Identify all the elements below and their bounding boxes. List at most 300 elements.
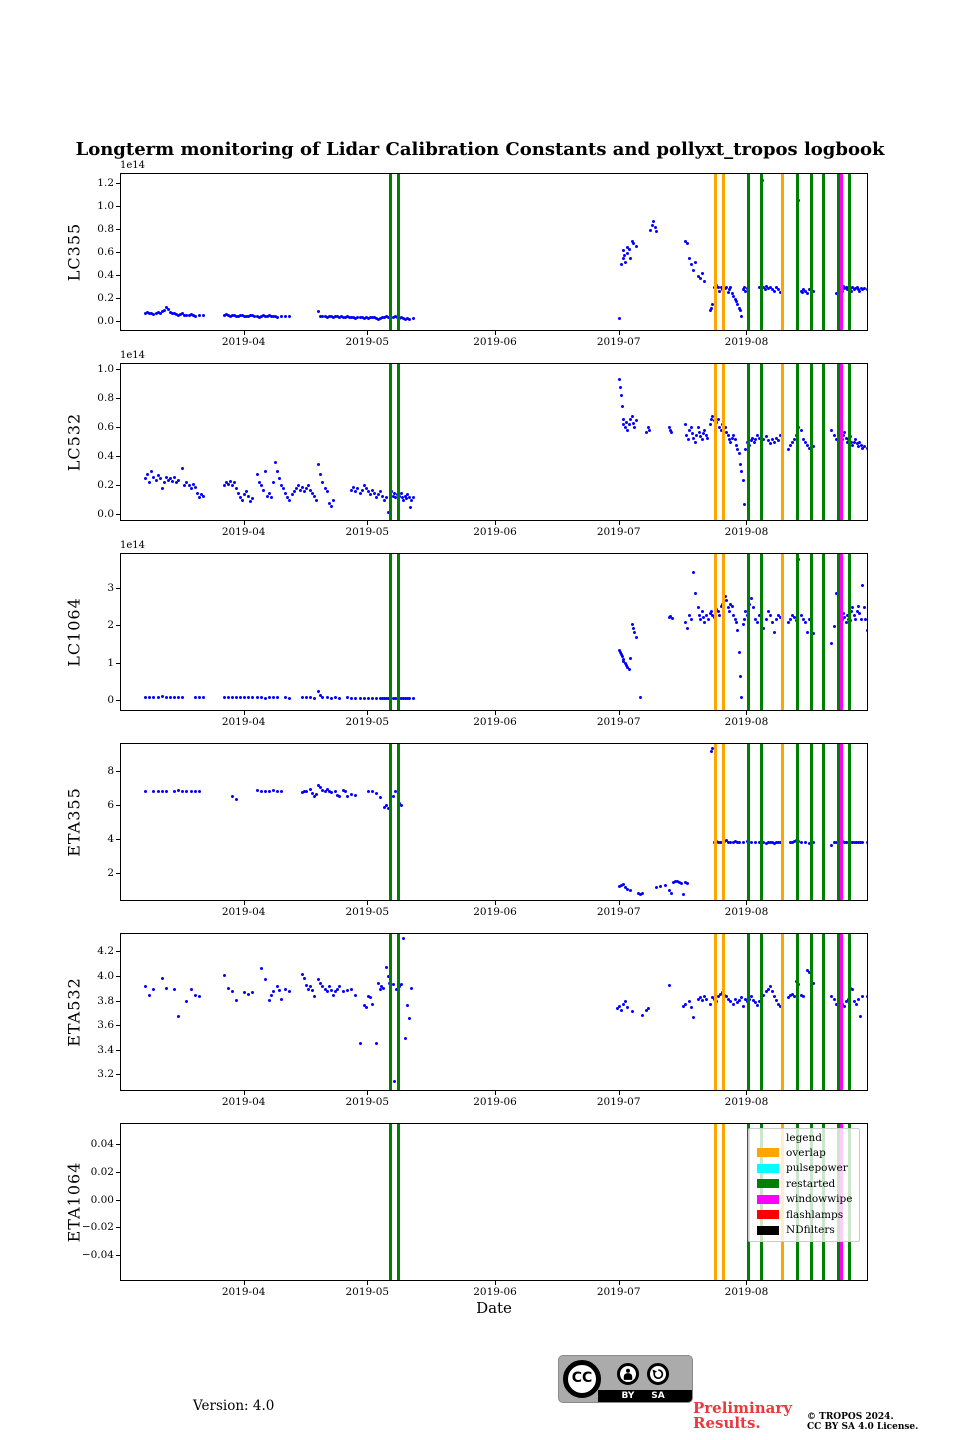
data-point	[699, 277, 702, 280]
y-tick-label: 1.2	[97, 177, 114, 190]
event-line-restarted	[822, 174, 825, 330]
data-point	[198, 314, 201, 317]
data-point	[632, 627, 635, 630]
data-point	[231, 795, 234, 798]
y-tick-mark	[116, 1050, 120, 1051]
badge-sa-label: SA	[651, 1391, 665, 1401]
data-point	[260, 484, 263, 487]
y-tick-mark	[116, 839, 120, 840]
data-point	[855, 1003, 858, 1006]
event-line-restarted	[760, 744, 763, 900]
data-point	[833, 434, 836, 437]
x-tick-mark	[244, 1281, 245, 1285]
copyright-line1: © TROPOS 2024.	[807, 1412, 894, 1422]
data-point	[854, 438, 857, 441]
preliminary-line2: Results.	[693, 1414, 761, 1432]
data-point	[274, 461, 277, 464]
data-point	[687, 438, 690, 441]
y-tick-label: 8	[107, 765, 114, 778]
data-point	[680, 882, 683, 885]
y-tick-mark	[116, 1255, 120, 1256]
data-point	[633, 631, 636, 634]
data-point	[379, 796, 382, 799]
event-line-restarted	[397, 174, 400, 330]
data-point	[830, 642, 833, 645]
y-tick-mark	[116, 398, 120, 399]
data-point	[251, 991, 254, 994]
data-point	[288, 499, 291, 502]
data-point	[336, 988, 339, 991]
y-tick-label: 0.04	[90, 1137, 114, 1150]
data-point	[326, 490, 329, 493]
data-point	[245, 490, 248, 493]
data-point	[775, 618, 778, 621]
data-point	[861, 584, 864, 587]
x-tick-mark	[746, 901, 747, 905]
data-point	[307, 988, 310, 991]
y-tick-label: 6	[107, 799, 114, 812]
y-tick-label: 0.6	[97, 246, 114, 259]
data-point	[707, 618, 710, 621]
data-point	[732, 434, 735, 437]
data-point	[381, 495, 384, 498]
data-point	[177, 479, 180, 482]
data-point	[165, 696, 168, 699]
data-point	[159, 477, 162, 480]
data-point	[851, 444, 854, 447]
data-point	[791, 441, 794, 444]
x-tick-mark	[367, 521, 368, 525]
data-point	[402, 937, 405, 940]
data-point	[321, 696, 324, 699]
data-point	[718, 614, 721, 617]
y-tick-label: 1	[107, 656, 114, 669]
y-tick-mark	[116, 1200, 120, 1201]
event-line-restarted	[822, 744, 825, 900]
y-tick-mark	[116, 1074, 120, 1075]
legend-swatch-NDfilters	[757, 1226, 779, 1235]
x-tick-label: 2019-04	[221, 1286, 266, 1298]
data-point	[256, 789, 259, 792]
y-tick-mark	[116, 183, 120, 184]
y-tick-label: 0.0	[97, 507, 114, 520]
y-tick-mark	[116, 427, 120, 428]
data-point	[317, 463, 320, 466]
y-tick-label: 0	[107, 693, 114, 706]
y-tick-mark	[116, 1227, 120, 1228]
event-line-windowwipe	[840, 934, 843, 1090]
data-point	[773, 290, 776, 293]
data-point	[229, 480, 232, 483]
data-point	[854, 618, 857, 621]
subplot-eta355	[120, 743, 868, 901]
data-point	[251, 497, 254, 500]
data-point	[175, 481, 178, 484]
data-point	[632, 422, 635, 425]
data-point	[725, 599, 728, 602]
data-point	[309, 985, 312, 988]
y-tick-mark	[116, 663, 120, 664]
data-point	[694, 592, 697, 595]
data-point	[773, 631, 776, 634]
data-point	[408, 697, 411, 700]
data-point	[278, 989, 281, 992]
data-point	[190, 790, 193, 793]
y-tick-mark	[116, 514, 120, 515]
data-point	[270, 994, 273, 997]
data-point	[705, 998, 708, 1001]
data-point	[144, 790, 147, 793]
y-tick-mark	[116, 976, 120, 977]
data-point	[334, 696, 337, 699]
data-point	[359, 1042, 362, 1045]
event-line-restarted	[389, 554, 392, 710]
data-point	[152, 988, 155, 991]
data-point	[177, 1015, 180, 1018]
data-point	[377, 493, 380, 496]
data-point	[280, 790, 283, 793]
data-point	[806, 631, 809, 634]
subplot-lc355	[120, 173, 868, 331]
data-point	[750, 841, 753, 844]
data-point	[280, 998, 283, 1001]
data-point	[628, 248, 631, 251]
data-point	[301, 486, 304, 489]
data-point	[727, 291, 730, 294]
data-point	[249, 500, 252, 503]
x-tick-label: 2019-05	[345, 1096, 390, 1108]
y-tick-label: −0.02	[81, 1221, 114, 1234]
event-line-overlap	[722, 174, 725, 330]
y-axis-offset-text: 1e14	[120, 160, 146, 171]
data-point	[406, 1004, 409, 1007]
x-tick-label: 2019-04	[221, 716, 266, 728]
data-point	[628, 668, 631, 671]
y-tick-label: 1.0	[97, 362, 114, 375]
data-point	[851, 988, 854, 991]
data-point	[695, 434, 698, 437]
legend-item-overlap	[749, 1145, 859, 1161]
event-line-overlap	[722, 744, 725, 900]
data-point	[866, 447, 869, 450]
data-point	[241, 499, 244, 502]
data-point	[410, 499, 413, 502]
event-line-restarted	[848, 554, 851, 710]
event-line-overlap	[722, 364, 725, 520]
x-tick-label: 2019-05	[345, 336, 390, 348]
event-line-restarted	[810, 744, 813, 900]
event-line-restarted	[848, 744, 851, 900]
data-point	[202, 696, 205, 699]
y-tick-mark	[116, 1001, 120, 1002]
data-point	[400, 804, 403, 807]
data-point	[171, 480, 174, 483]
data-point	[198, 995, 201, 998]
x-tick-mark	[495, 1091, 496, 1095]
data-point	[734, 618, 737, 621]
data-point	[800, 614, 803, 617]
y-tick-mark	[116, 771, 120, 772]
data-point	[330, 791, 333, 794]
data-point	[305, 984, 308, 987]
data-point	[649, 229, 652, 232]
data-point	[276, 696, 279, 699]
x-tick-mark	[495, 711, 496, 715]
y-tick-label: 0.2	[97, 292, 114, 305]
data-point	[631, 1010, 634, 1013]
data-point	[346, 795, 349, 798]
data-point	[647, 1007, 650, 1010]
x-tick-label: 2019-08	[724, 336, 769, 348]
data-point	[750, 597, 753, 600]
data-point	[400, 983, 403, 986]
data-point	[802, 618, 805, 621]
data-point	[334, 790, 337, 793]
data-point	[196, 492, 199, 495]
event-line-overlap	[722, 554, 725, 710]
legend-label: flashlamps	[786, 1208, 844, 1221]
data-point	[157, 696, 160, 699]
data-point	[769, 985, 772, 988]
data-point	[639, 696, 642, 699]
data-point	[382, 987, 385, 990]
event-line-restarted	[747, 364, 750, 520]
x-tick-mark	[746, 711, 747, 715]
data-point	[315, 499, 318, 502]
data-point	[247, 696, 250, 699]
event-line-restarted	[796, 364, 799, 520]
data-point	[326, 990, 329, 993]
data-point	[260, 696, 263, 699]
data-point	[688, 614, 691, 617]
data-point	[742, 623, 745, 626]
data-point	[670, 892, 673, 895]
data-point	[624, 1000, 627, 1003]
y-tick-mark	[116, 951, 120, 952]
data-point	[194, 696, 197, 699]
data-point	[165, 790, 168, 793]
data-point	[144, 985, 147, 988]
data-point	[161, 695, 164, 698]
data-point	[866, 995, 869, 998]
data-point	[181, 790, 184, 793]
y-tick-label: 1.0	[97, 200, 114, 213]
y-tick-label: 0.4	[97, 449, 114, 462]
data-point	[227, 696, 230, 699]
legend-label: overlap	[786, 1146, 826, 1159]
legend-swatch-windowwipe	[757, 1195, 779, 1204]
event-line-windowwipe	[840, 364, 843, 520]
event-line-overlap	[781, 174, 784, 330]
data-point	[622, 418, 625, 421]
data-point	[227, 987, 230, 990]
data-point	[288, 697, 291, 700]
data-point	[682, 893, 685, 896]
chart-title: Longterm monitoring of Lidar Calibration Constants and pollyxt_tropos logbook	[75, 139, 885, 160]
data-point	[309, 788, 312, 791]
data-point	[328, 985, 331, 988]
data-point	[150, 470, 153, 473]
event-line-restarted	[796, 934, 799, 1090]
data-point	[622, 257, 625, 260]
data-point	[701, 272, 704, 275]
data-point	[321, 481, 324, 484]
data-point	[303, 490, 306, 493]
data-point	[247, 993, 250, 996]
data-point	[648, 429, 651, 432]
data-point	[313, 495, 316, 498]
data-point	[251, 696, 254, 699]
data-point	[262, 489, 265, 492]
legend-label: windowwipe	[786, 1193, 853, 1206]
data-point	[626, 429, 629, 432]
data-point	[194, 994, 197, 997]
data-point	[731, 605, 734, 608]
event-line-restarted	[760, 364, 763, 520]
version-text: Version: 4.0	[193, 1398, 275, 1414]
data-point	[691, 432, 694, 435]
data-point	[309, 696, 312, 699]
data-point	[284, 988, 287, 991]
data-point	[694, 441, 697, 444]
y-tick-label: 0.2	[97, 478, 114, 491]
data-point	[635, 419, 638, 422]
data-point	[738, 841, 741, 844]
event-line-restarted	[796, 554, 799, 710]
data-point	[743, 503, 746, 506]
data-point	[739, 675, 742, 678]
data-point	[833, 625, 836, 628]
data-point	[750, 995, 753, 998]
data-point	[266, 495, 269, 498]
data-point	[338, 985, 341, 988]
data-point	[375, 792, 378, 795]
data-point	[185, 790, 188, 793]
data-point	[857, 605, 860, 608]
data-point	[375, 1042, 378, 1045]
y-tick-label: −0.04	[81, 1249, 114, 1262]
event-line-restarted	[822, 554, 825, 710]
data-point	[756, 621, 759, 624]
y-axis-label-eta355: ETA355	[64, 787, 84, 857]
data-point	[284, 696, 287, 699]
data-point	[806, 292, 809, 295]
data-point	[190, 487, 193, 490]
badge-black-strip	[598, 1390, 692, 1402]
data-point	[177, 789, 180, 792]
x-tick-label: 2019-08	[724, 1286, 769, 1298]
data-point	[706, 437, 709, 440]
data-point	[754, 618, 757, 621]
data-point	[194, 790, 197, 793]
data-point	[239, 696, 242, 699]
legend-swatch-overlap	[757, 1148, 779, 1157]
data-point	[260, 967, 263, 970]
data-point	[851, 606, 854, 609]
y-tick-label: 4.2	[97, 945, 114, 958]
data-point	[659, 885, 662, 888]
data-point	[369, 996, 372, 999]
data-point	[350, 489, 353, 492]
data-point	[202, 495, 205, 498]
event-line-windowwipe	[840, 174, 843, 330]
data-point	[732, 614, 735, 617]
data-point	[853, 614, 856, 617]
data-point	[767, 988, 770, 991]
data-point	[685, 434, 688, 437]
x-tick-mark	[244, 521, 245, 525]
data-point	[332, 499, 335, 502]
x-tick-mark	[367, 1091, 368, 1095]
data-point	[736, 303, 739, 306]
data-point	[701, 999, 704, 1002]
preliminary-results-text	[693, 1401, 792, 1431]
data-point	[410, 987, 413, 990]
y-tick-mark	[116, 1144, 120, 1145]
data-point	[800, 429, 803, 432]
data-point	[144, 477, 147, 480]
y-tick-mark	[116, 700, 120, 701]
x-tick-label: 2019-06	[473, 336, 517, 348]
x-tick-mark	[495, 521, 496, 525]
y-tick-mark	[116, 805, 120, 806]
data-point	[740, 315, 743, 318]
badge-by-label: BY	[621, 1391, 635, 1401]
event-line-overlap	[714, 1124, 717, 1280]
data-point	[148, 994, 151, 997]
y-tick-mark	[116, 321, 120, 322]
event-line-restarted	[389, 744, 392, 900]
data-point	[295, 487, 298, 490]
data-point	[350, 988, 353, 991]
data-point	[861, 841, 864, 844]
data-point	[144, 696, 147, 699]
data-point	[633, 426, 636, 429]
data-point	[697, 426, 700, 429]
legend-title: legend	[786, 1132, 822, 1144]
event-line-overlap	[714, 554, 717, 710]
legend-item-pulsepower	[749, 1161, 859, 1177]
data-point	[709, 423, 712, 426]
data-point	[628, 423, 631, 426]
event-line-restarted	[389, 934, 392, 1090]
data-point	[393, 1080, 396, 1083]
x-tick-label: 2019-08	[724, 906, 769, 918]
x-tick-label: 2019-07	[596, 1096, 641, 1108]
legend-swatch-pulsepower	[757, 1164, 779, 1173]
x-tick-label: 2019-05	[345, 526, 390, 538]
event-line-restarted	[848, 934, 851, 1090]
data-point	[359, 492, 362, 495]
data-point	[703, 429, 706, 432]
x-tick-label: 2019-07	[596, 336, 641, 348]
data-point	[621, 655, 624, 658]
data-point	[629, 657, 632, 660]
data-point	[621, 405, 624, 408]
y-tick-label: 0.00	[90, 1193, 114, 1206]
data-point	[765, 435, 768, 438]
data-point	[237, 492, 240, 495]
data-point	[282, 487, 285, 490]
data-point	[727, 606, 730, 609]
event-line-restarted	[389, 364, 392, 520]
event-line-restarted	[397, 1124, 400, 1280]
x-tick-label: 2019-04	[221, 906, 266, 918]
y-tick-mark	[116, 252, 120, 253]
data-point	[858, 612, 861, 615]
event-line-restarted	[760, 554, 763, 710]
data-point	[738, 999, 741, 1002]
